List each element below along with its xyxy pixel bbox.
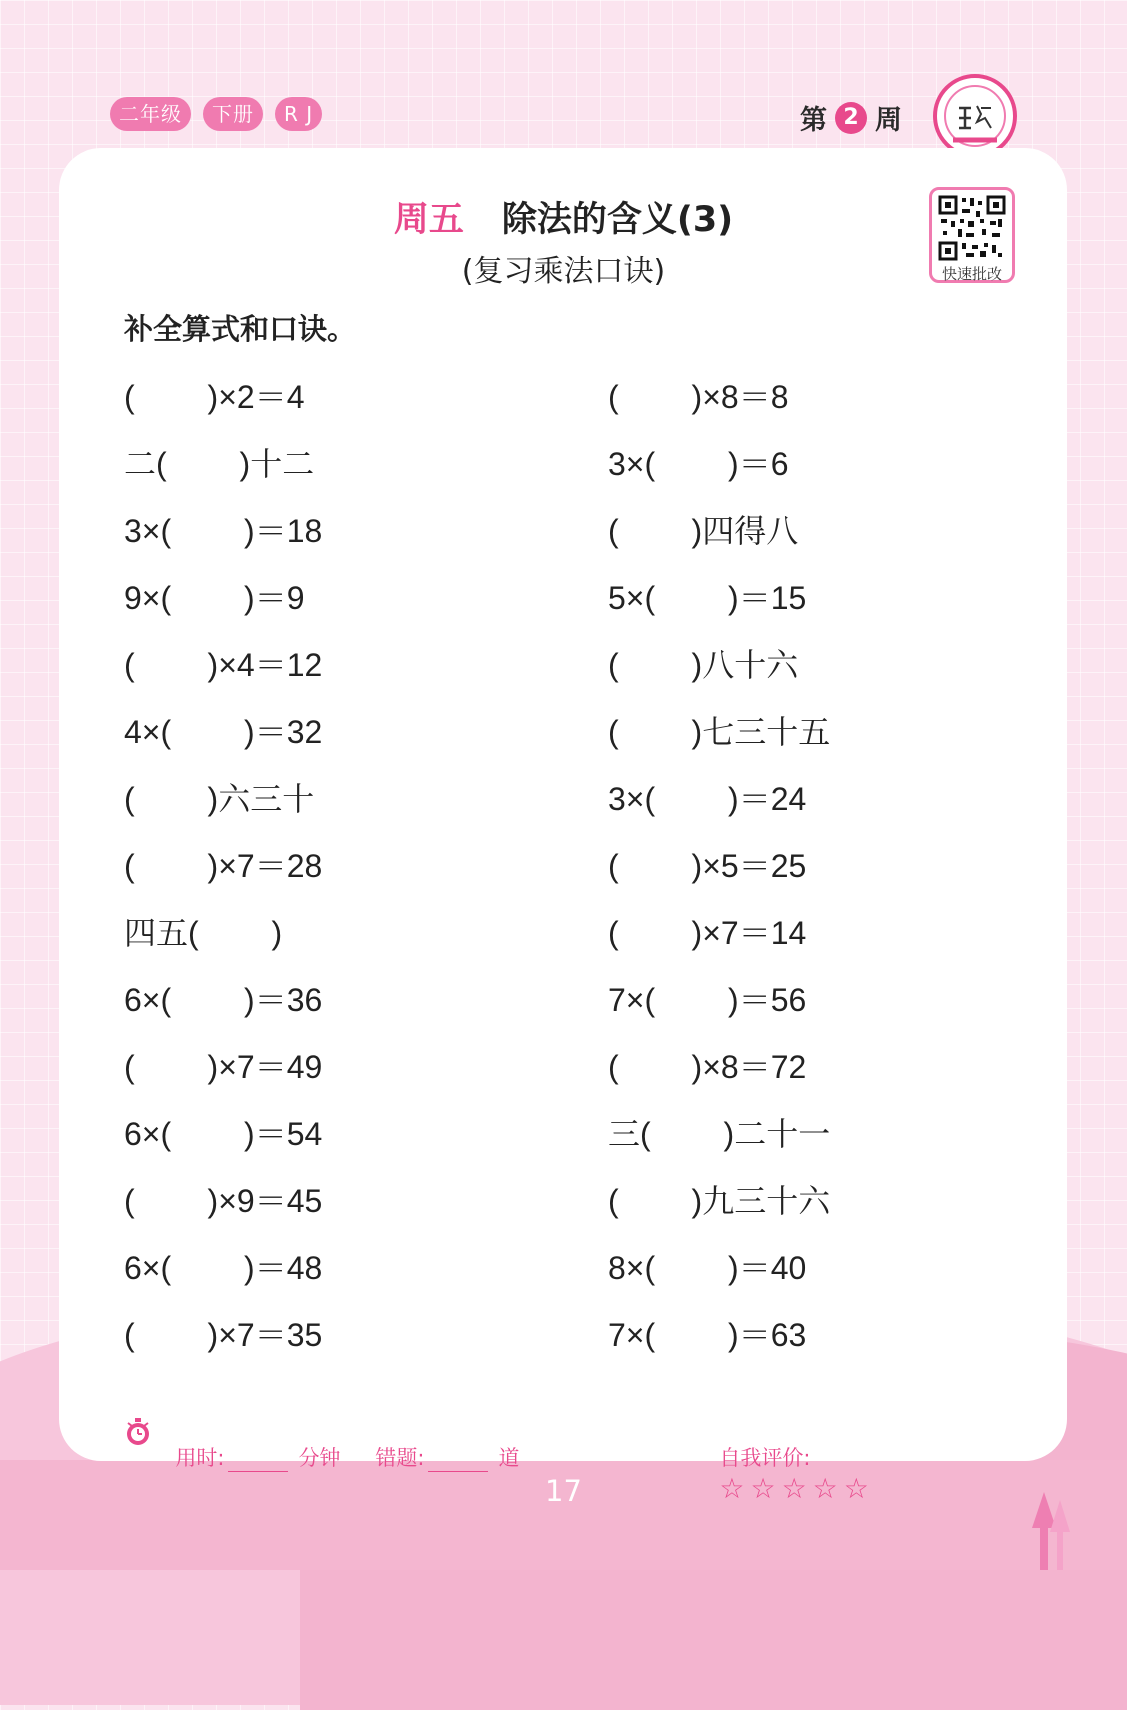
title-day: 周五: [393, 200, 464, 240]
exercise-item-left[interactable]: 6×( )＝54: [124, 1116, 323, 1152]
exercise-item-right[interactable]: 7×( )＝63: [608, 1317, 807, 1353]
rating-stars[interactable]: ☆☆☆☆☆: [719, 1472, 875, 1505]
exercise-item-right[interactable]: 7×( )＝56: [608, 982, 807, 1018]
volume-tag: 下册: [203, 97, 263, 131]
title-topic: 除法的含义(3): [501, 200, 734, 240]
exercise-item-left[interactable]: ( )×9＝45: [124, 1183, 323, 1219]
grade-tag: 二年级: [110, 97, 191, 131]
time-label: 用时:: [175, 1446, 225, 1470]
exercise-item-left[interactable]: 4×( )＝32: [124, 714, 323, 750]
exercise-item-left[interactable]: 3×( )＝18: [124, 513, 323, 549]
exercise-item-right[interactable]: 三( )二十一: [608, 1116, 831, 1152]
week-indicator: [800, 98, 902, 137]
exercise-item-right[interactable]: ( )九三十六: [608, 1183, 831, 1219]
errors-label: 错题:: [375, 1446, 425, 1470]
edition-tag: R J: [275, 97, 322, 131]
exercise-item-left[interactable]: ( )×7＝35: [124, 1317, 323, 1353]
time-unit: 分钟: [298, 1446, 341, 1470]
header-tags: [110, 97, 322, 131]
page-number: 17: [545, 1474, 582, 1508]
errors-field: [362, 1418, 519, 1472]
exercise-item-right[interactable]: 3×( )＝24: [608, 781, 807, 817]
exercise-item-left[interactable]: 6×( )＝48: [124, 1250, 323, 1286]
time-field: [162, 1418, 340, 1472]
exercise-item-left[interactable]: 二( )十二: [124, 446, 315, 482]
instruction: 补全算式和口诀。: [124, 312, 357, 346]
exercise-item-right[interactable]: 3×( )＝6: [608, 446, 789, 482]
exercise-item-left[interactable]: ( )×2＝4: [124, 379, 305, 415]
exercise-item-right[interactable]: ( )×8＝8: [608, 379, 789, 415]
week-number: 2: [835, 102, 867, 134]
brand-logo-icon: [937, 78, 1013, 154]
exercise-item-left[interactable]: ( )×7＝28: [124, 848, 323, 884]
exercise-item-left[interactable]: 9×( )＝9: [124, 580, 305, 616]
week-suffix: 周: [875, 105, 902, 136]
exercise-item-left[interactable]: 6×( )＝36: [124, 982, 323, 1018]
errors-unit: 道: [498, 1446, 520, 1470]
exercise-item-right[interactable]: 8×( )＝40: [608, 1250, 807, 1286]
self-eval-label: 自我评价:: [719, 1446, 811, 1470]
arrow-up-icon: [1030, 1490, 1074, 1570]
exercise-item-left[interactable]: ( )×4＝12: [124, 647, 323, 683]
clock-icon: [124, 1417, 152, 1447]
week-prefix: 第: [800, 105, 827, 136]
time-input[interactable]: [228, 1449, 288, 1472]
page-subtitle: (复习乘法口诀): [461, 254, 666, 289]
exercise-item-right[interactable]: ( )×5＝25: [608, 848, 807, 884]
qr-code-box[interactable]: [929, 187, 1015, 283]
brand-logo: [933, 74, 1017, 158]
exercise-item-right[interactable]: ( )四得八: [608, 513, 799, 549]
qr-label: 快速批改: [941, 265, 1002, 283]
exercise-item-right[interactable]: ( )×8＝72: [608, 1049, 807, 1085]
errors-input[interactable]: [428, 1449, 488, 1472]
exercise-item-right[interactable]: ( )七三十五: [608, 714, 831, 750]
exercise-item-left[interactable]: 四五( ): [124, 915, 283, 951]
exercise-item-right[interactable]: 5×( )＝15: [608, 580, 807, 616]
exercise-item-right[interactable]: ( )八十六: [608, 647, 799, 683]
exercise-item-left[interactable]: ( )×7＝49: [124, 1049, 323, 1085]
exercise-item-right[interactable]: ( )×7＝14: [608, 915, 807, 951]
exercise-item-left[interactable]: ( )六三十: [124, 781, 315, 817]
qr-code-icon: [938, 195, 1006, 261]
